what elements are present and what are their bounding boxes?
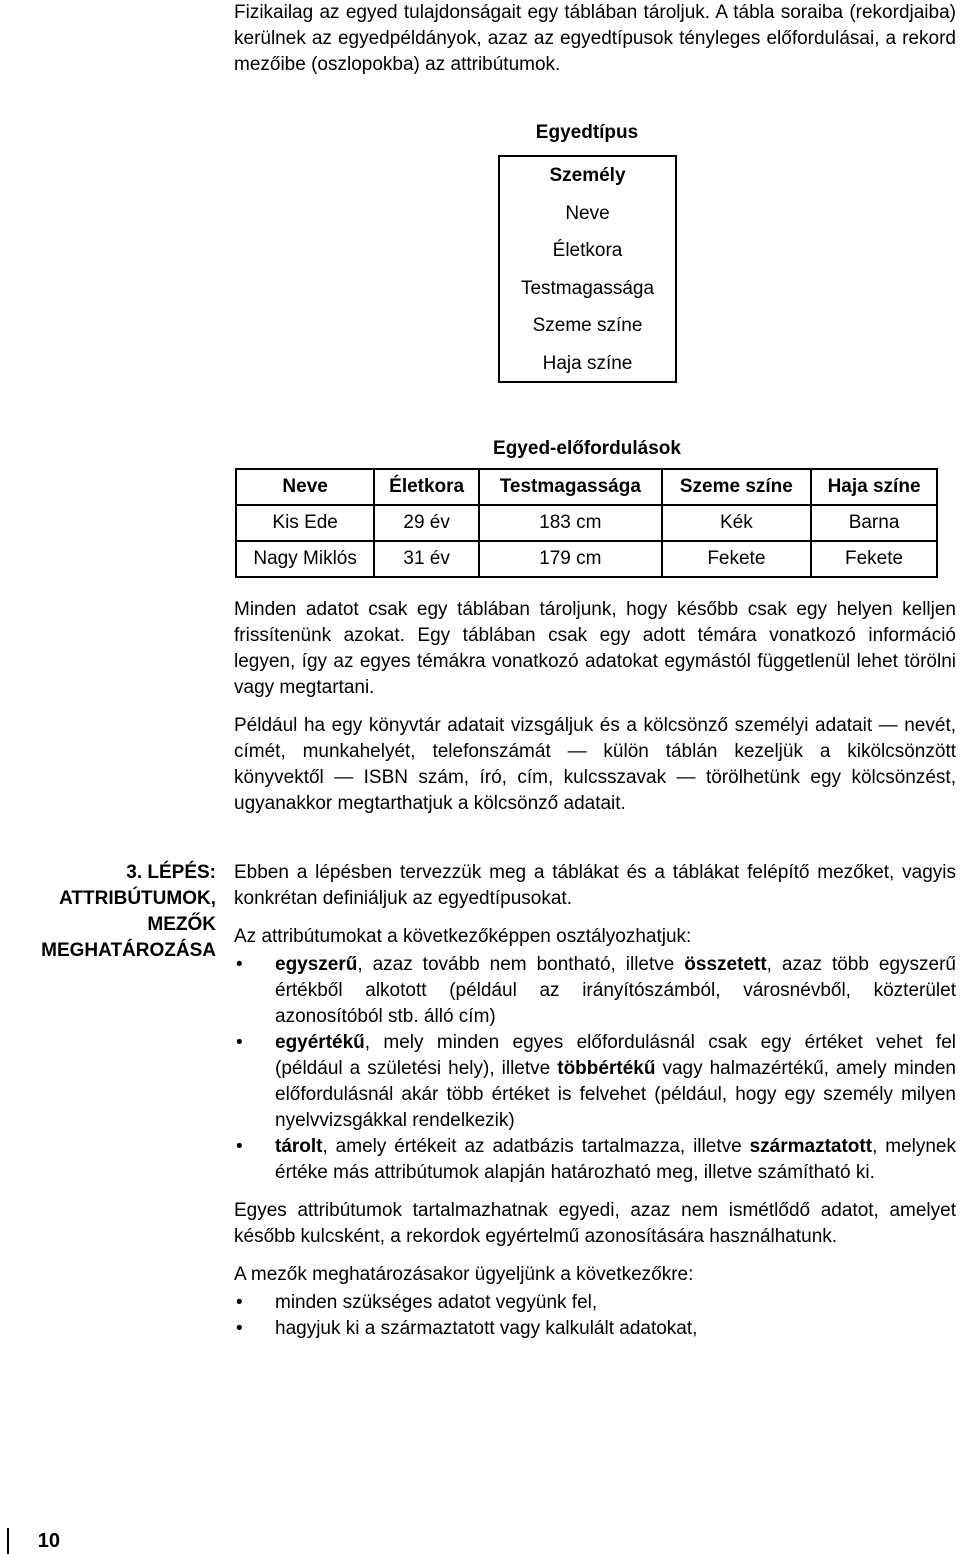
step-heading-line: 3. LÉPÉS:	[126, 862, 216, 883]
column-header: Haja színe	[811, 469, 937, 505]
entity-attribute: Neve	[565, 202, 610, 224]
table-row	[236, 505, 937, 541]
term: összetett	[684, 954, 767, 975]
list-item	[234, 1030, 956, 1134]
page-number-rule	[7, 1528, 9, 1554]
list-item	[234, 1134, 956, 1186]
step-heading-line: ATTRIBÚTUMOK,	[59, 888, 216, 909]
entity-attribute: Testmagassága	[520, 277, 655, 299]
entity-type-caption: Egyedtípus	[535, 122, 639, 143]
entity-name: Személy	[549, 165, 626, 186]
intro-paragraph: Fizikailag az egyed tulajdonságait egy táblában tároljuk. A tábla soraiba (rekordjaiba) kerülnek az egyedpéldányok, azaz az egyedtípusok tényleges előfordulásai, a rekord mezőibe (oszlopokba) az attribútumok.	[234, 2, 956, 75]
list-item-text: , mely minden egyes előfordulásnál csak egy értéket vehet fel (például a születési hely), illetve	[275, 1032, 956, 1079]
step-content	[234, 860, 956, 1354]
column-header: Testmagassága	[479, 469, 662, 505]
table-cell: Fekete	[811, 541, 937, 577]
table-header-row	[236, 469, 937, 505]
step-heading-line: MEGHATÁROZÁSA	[41, 940, 216, 961]
term: tárolt	[275, 1136, 323, 1157]
entity-attribute: Haja színe	[542, 352, 633, 374]
term: származtatott	[749, 1136, 873, 1157]
entity-type-box	[498, 155, 677, 383]
body-paragraph: Minden adatot csak egy táblában tároljunk, hogy később csak egy helyen kelljen frissítenünk azokat. Egy táblában csak egy adott témára vonatkozó információ legyen, így az egyes témákra vonatkozó adatokat egymástól függetlenül lehet törölni vagy megtartani.	[234, 599, 956, 698]
step-heading-line: MEZŐK	[147, 914, 216, 935]
page-number: 10	[37, 1530, 60, 1552]
step-intro-paragraph: Ebben a lépésben tervezzük meg a táblákat és a táblákat felépítő mezőket, vagyis konkrétan definiáljuk az egyedtípusokat.	[234, 862, 956, 909]
unique-paragraph: Egyes attribútumok tartalmazhatnak egyedi, azaz nem ismétlődő adatot, amelyet később kulcsként, a rekordok egyértelmű azonosítására használhatunk.	[234, 1200, 956, 1247]
table-cell: Fekete	[662, 541, 811, 577]
list-item: • minden szükséges adatot vegyünk fel,	[234, 1290, 956, 1316]
term: többértékű	[557, 1058, 656, 1079]
occurrences-table	[235, 468, 938, 578]
field-rules-list	[234, 1290, 956, 1342]
table-cell: 29 év	[374, 505, 479, 541]
table-cell: Kék	[662, 505, 811, 541]
column-header: Szeme színe	[662, 469, 811, 505]
term: egyszerű	[275, 954, 358, 975]
body-text	[234, 597, 956, 829]
table-cell: Kis Ede	[236, 505, 374, 541]
column-header: Neve	[236, 469, 374, 505]
body-paragraph: Például ha egy könyvtár adatait vizsgáljuk és a kölcsönző személyi adatait — nevét, címét, munkahelyét, telefonszámát — külön táblán kezeljük a kikölcsönzött könyvektől — ISBN szám, író, cím, kulcsszavak — törölhetünk egy kölcsönzést, ugyanakkor megtarthatjuk a kölcsönző adatait.	[234, 715, 956, 814]
table-cell: Barna	[811, 505, 937, 541]
list-item-text: , melynek értéke más attribútumok alapján határozható meg, illetve számítható ki.	[275, 1136, 956, 1183]
table-cell: 179 cm	[479, 541, 662, 577]
attribute-classes-list	[234, 952, 956, 1186]
list-item-text: , azaz több egyszerű értékből alkotott (például az irányítószámból, városnévből, közterület azonosítóból stb. álló cím)	[275, 954, 956, 1027]
list-item-text: , amely értékeit az adatbázis tartalmazza, illetve	[322, 1136, 750, 1157]
step-heading	[0, 860, 216, 964]
table-cell: 31 év	[374, 541, 479, 577]
term: egyértékű	[275, 1032, 365, 1053]
table-cell: Nagy Miklós	[236, 541, 374, 577]
entity-attribute: Szeme színe	[532, 315, 643, 337]
entity-attribute: Életkora	[552, 240, 623, 262]
classify-intro: Az attribútumokat a következőképpen osztályozhatjuk:	[234, 926, 692, 947]
list-item-text: , azaz tovább nem bontható, illetve	[357, 954, 685, 975]
column-header: Életkora	[374, 469, 479, 505]
list-item-text: vagy halmazértékű, amely minden előfordulásnál akár több értéket is felvehet (például, hogy egy személy milyen nyelvvizsgákkal rendelkezik)	[275, 1058, 956, 1131]
table-cell: 183 cm	[479, 505, 662, 541]
occurrences-caption: Egyed-előfordulások	[493, 438, 681, 459]
fields-intro: A mezők meghatározásakor ügyeljünk a következőkre:	[234, 1264, 694, 1285]
table-row	[236, 541, 937, 577]
list-item: • hagyjuk ki a származtatott vagy kalkulált adatokat,	[234, 1316, 956, 1342]
list-item	[234, 952, 956, 1030]
